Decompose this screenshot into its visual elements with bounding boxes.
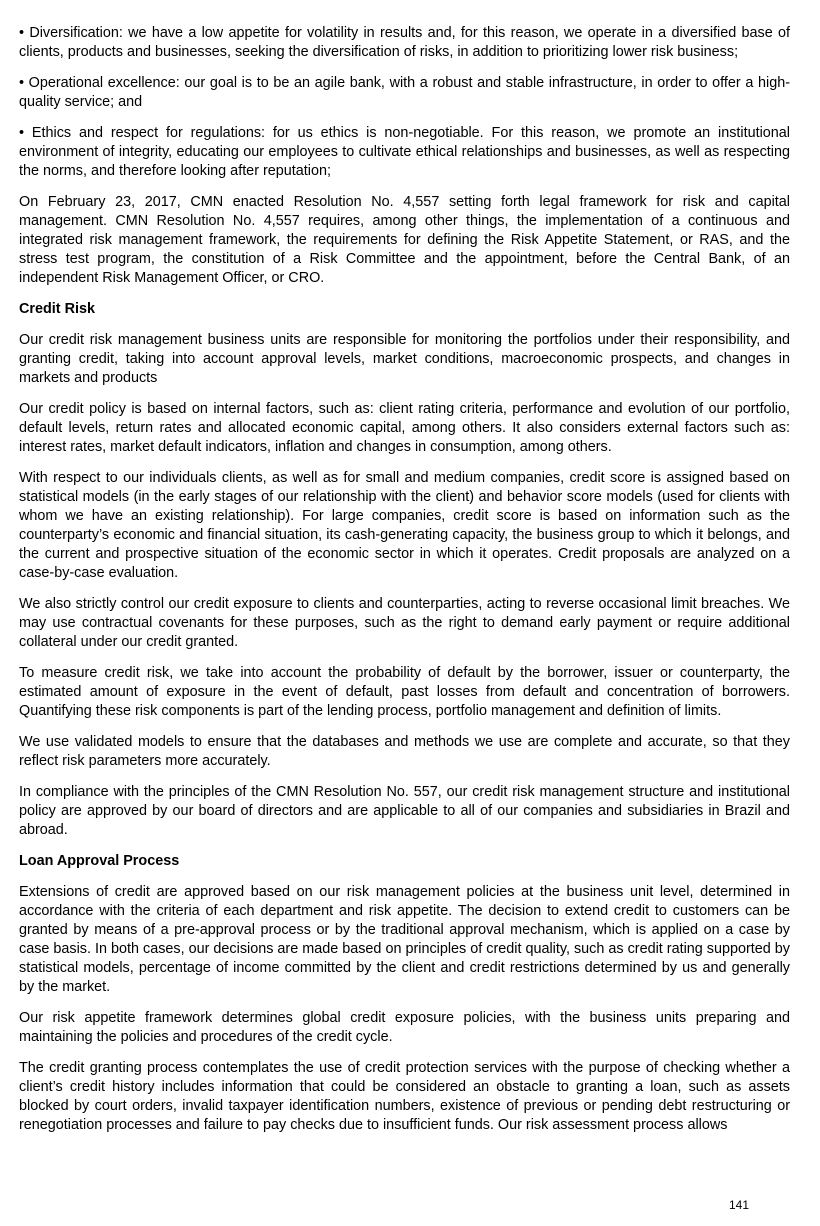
paragraph-compliance: In compliance with the principles of the CMN Resolution No. 557, our credit risk management structure and institutional policy are approved by our board of directors and are applicable to all of our companies and subsidiaries in Brazil and abroad. bbox=[19, 784, 790, 838]
heading-credit-risk: Credit Risk bbox=[19, 301, 95, 318]
paragraph-credit-granting-process: The credit granting process contemplates the use of credit protection services with the purpose of checking whether a client’s credit history includes information that could be considered an obstacle to granting a loan, such as assets blocked by court orders, invalid taxpayer identification numbers, existence of previous or pending debt restructuring or renegotiation processes and failure to pay checks due to insufficient funds. Our risk assessment process allows bbox=[19, 1060, 790, 1133]
paragraph-risk-appetite-framework: Our risk appetite framework determines global credit exposure policies, with the business units preparing and maintaining the policies and procedures of the credit cycle. bbox=[19, 1010, 790, 1046]
bullet-diversification: • Diversification: we have a low appetite for volatility in results and, for this reason, we operate in a diversified base of clients, products and businesses, seeking the diversification of risks, in addition to prioritizing lower risk business; bbox=[19, 25, 790, 60]
paragraph-credit-exposure: We also strictly control our credit exposure to clients and counterparties, acting to reverse occasional limit breaches. We may use contractual covenants for these purposes, such as the right to demand early payment or require additional collateral under our credit granted. bbox=[19, 596, 790, 650]
paragraph-credit-score: With respect to our individuals clients, as well as for small and medium companies, credit score is assigned based on statistical models (in the early stages of our relationship with the client) and behavior score models (used for clients with whom we have an existing relationship). For large companies, credit score is based on information such as the counterparty’s economic and financial situation, its cash-generating capacity, the business group to which it belongs, and the current and prospective situation of the economic sector in which it operates. Credit proposals are analyzed on a case-by-case evaluation. bbox=[19, 470, 790, 581]
paragraph-credit-policy: Our credit policy is based on internal factors, such as: client rating criteria, performance and evolution of our portfolio, default levels, return rates and allocated economic capital, among others. It also considers external factors such as: interest rates, market default indicators, inflation and changes in consumption, among others. bbox=[19, 401, 790, 456]
paragraph-measure-credit-risk: To measure credit risk, we take into account the probability of default by the borrower, issuer or counterparty, the estimated amount of exposure in the event of default, past losses from default and concentration of borrowers. Quantifying these risk components is part of the lending process, portfolio management and definition of limits. bbox=[19, 665, 790, 719]
bullet-operational-excellence: • Operational excellence: our goal is to be an agile bank, with a robust and stable infrastructure, in order to offer a high-quality service; and bbox=[19, 75, 790, 111]
document-body bbox=[19, 24, 790, 1147]
paragraph-credit-risk-units: Our credit risk management business units are responsible for monitoring the portfolios under their responsibility, and granting credit, taking into account approval levels, market conditions, macroeconomic prospects, and changes in markets and products bbox=[19, 332, 790, 387]
page-number: 141 bbox=[729, 1198, 750, 1212]
heading-loan-approval-process: Loan Approval Process bbox=[19, 853, 180, 870]
bullet-ethics: • Ethics and respect for regulations: for us ethics is non-negotiable. For this reason, we promote an institutional environment of integrity, educating our employees to cultivate ethical relationships and businesses, as well as respecting the norms, and therefore looking after reputation; bbox=[19, 125, 790, 180]
paragraph-cmn-resolution: On February 23, 2017, CMN enacted Resolution No. 4,557 setting forth legal framework for risk and capital management. CMN Resolution No. 4,557 requires, among other things, the implementation of a continuous and integrated risk management framework, the requirements for defining the Risk Appetite Statement, or RAS, and the stress test program, the constitution of a Risk Committee and the appointment, before the Central Bank, of an independent Risk Management Officer, or CRO. bbox=[19, 194, 790, 286]
paragraph-extensions-of-credit: Extensions of credit are approved based on our risk management policies at the business unit level, determined in accordance with the criteria of each department and risk appetite. The decision to extend credit to customers can be granted by means of a pre-approval process or by the traditional approval mechanism, which is applied on a case by case basis. In both cases, our decisions are made based on principles of credit quality, such as credit rating supported by statistical models, percentage of income committed by the client and credit restrictions determined by us and generally by the market. bbox=[19, 884, 790, 995]
paragraph-validated-models: We use validated models to ensure that the databases and methods we use are complete and accurate, so that they reflect risk parameters more accurately. bbox=[19, 734, 790, 769]
